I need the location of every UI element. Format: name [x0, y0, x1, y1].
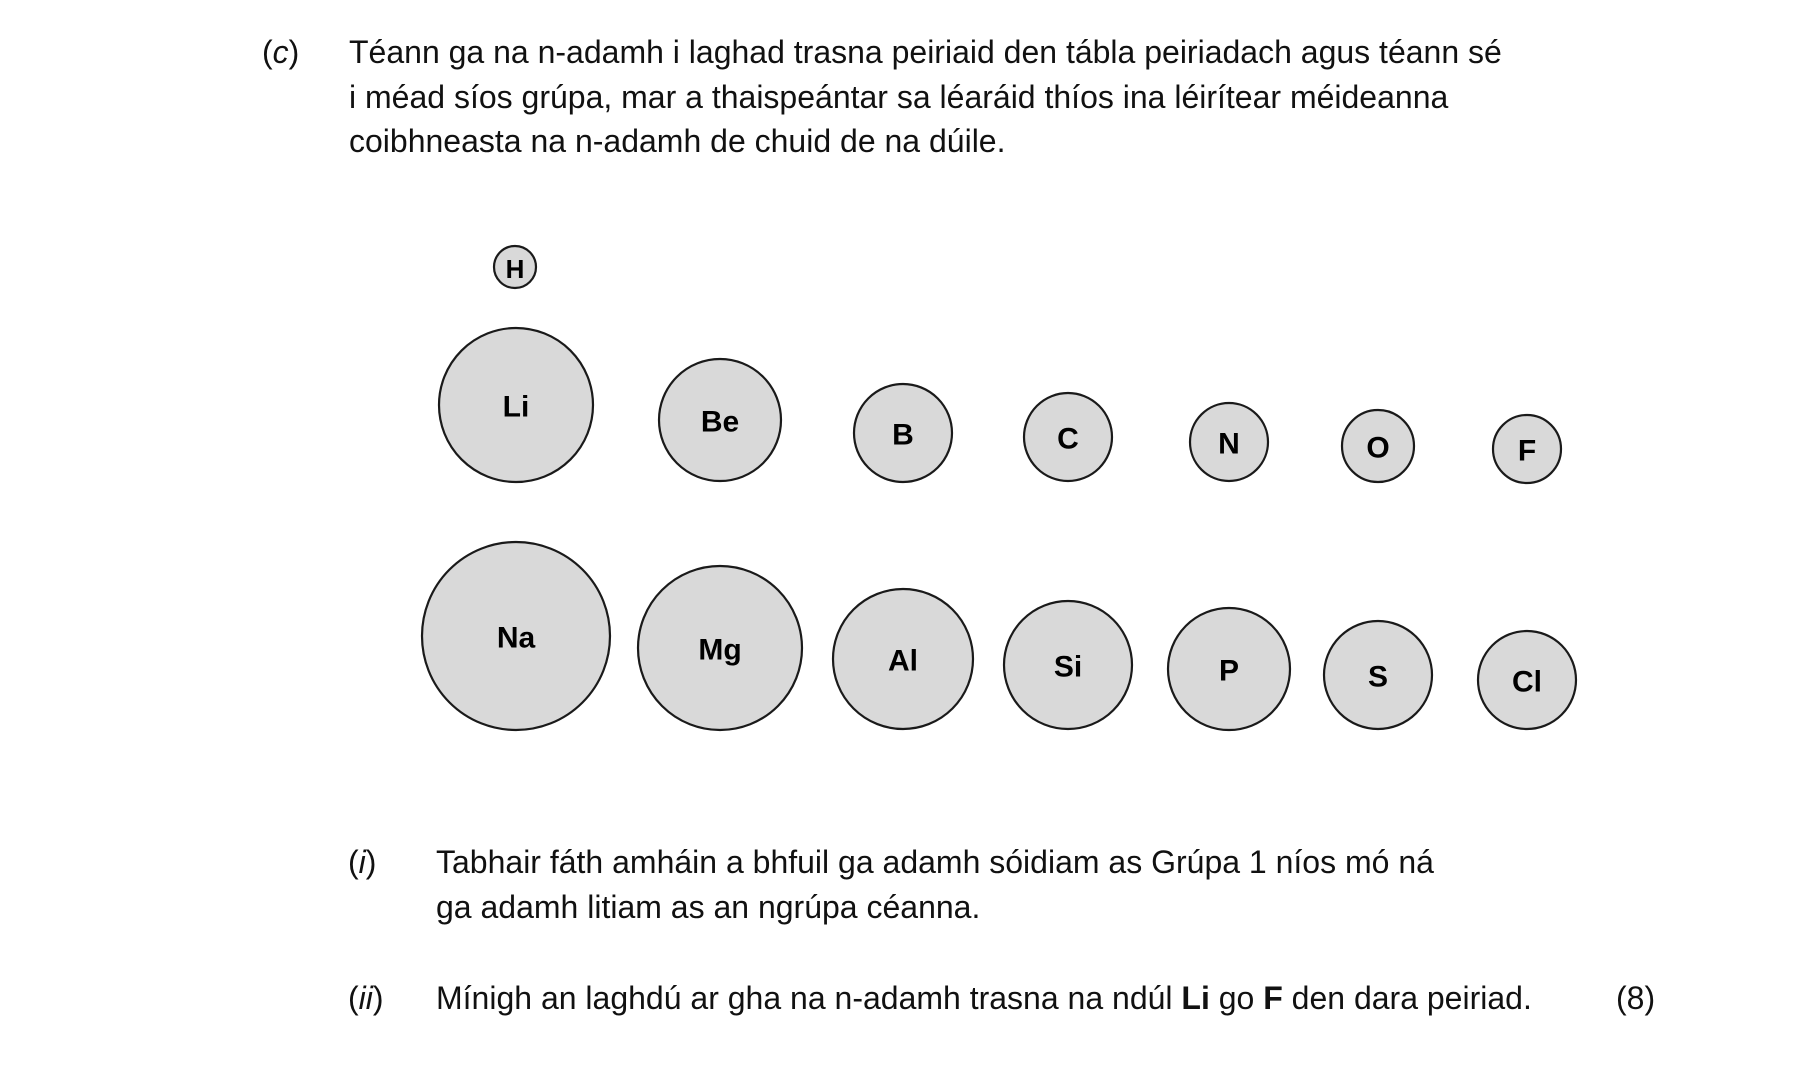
paren-open: ( — [348, 844, 359, 880]
atom-al — [833, 589, 973, 729]
atom-symbol: Be — [700, 405, 740, 439]
atom-symbol: S — [1367, 660, 1389, 694]
paren-close: ) — [288, 34, 300, 70]
atom-symbol: B — [892, 418, 914, 452]
atom-s — [1324, 621, 1432, 729]
atom-li — [439, 328, 593, 482]
atom-symbol: P — [1218, 654, 1240, 688]
sub-question-i-line-1: Tabhair fáth amháin a bhfuil ga adamh sóidiam as Grúpa 1 níos mó ná — [436, 844, 1434, 880]
paren-close: ) — [372, 980, 384, 1016]
atom-symbol: Cl — [1512, 665, 1542, 699]
paren-open: ( — [348, 980, 359, 1016]
atom-symbol: C — [1057, 422, 1079, 456]
part-letter: c — [272, 34, 289, 70]
roman-numeral: ii — [358, 980, 373, 1016]
atom-mg — [638, 566, 802, 730]
atom-symbol: O — [1366, 431, 1390, 465]
atom-p — [1168, 608, 1290, 730]
atom-na — [422, 542, 610, 730]
atom-o — [1342, 410, 1414, 482]
sub-question-i-label — [348, 840, 376, 884]
atom-cl — [1478, 631, 1576, 729]
element-f-bold: F — [1263, 980, 1283, 1016]
atom-symbol: N — [1218, 427, 1240, 461]
atom-symbol: H — [505, 254, 525, 284]
atom-c — [1024, 393, 1112, 481]
sub-question-ii-text-middle: go — [1209, 980, 1264, 1016]
sub-question-ii-text-after: den dara peiriad. — [1282, 980, 1532, 1016]
paren-close: ) — [365, 844, 377, 880]
atom-symbol: Li — [502, 390, 530, 424]
atom-n — [1190, 403, 1268, 481]
atom-symbol: Al — [888, 644, 918, 678]
atom-symbol: Na — [496, 621, 536, 655]
sub-question-ii-text — [436, 976, 1532, 1021]
intro-line-2: i méad síos grúpa, mar a thaispeántar sa léaráid thíos ina léirítear méideanna — [349, 78, 1449, 115]
sub-question-ii-label — [348, 976, 384, 1020]
element-li-bold: Li — [1181, 980, 1210, 1016]
atom-si — [1004, 601, 1132, 729]
atom-h — [494, 246, 536, 288]
intro-line-1: Téann ga na n-adamh i laghad trasna peiriaid den tábla peiriadach agus téann sé — [349, 34, 1502, 70]
marks-allocation: (8) — [1616, 980, 1656, 1016]
atom-symbol: Si — [1053, 650, 1083, 684]
sub-question-i-text — [436, 840, 1434, 929]
sub-question-ii-text-before: Mínigh an laghdú ar gha na n-adamh trasna na ndúl — [436, 980, 1182, 1016]
atom-f — [1493, 415, 1561, 483]
roman-numeral: i — [358, 844, 366, 880]
paren-open: ( — [262, 34, 273, 70]
intro-line-3: coibhneasta na n-adamh de chuid de na dúile. — [349, 123, 1006, 159]
atom-be — [659, 359, 781, 481]
atom-symbol: F — [1517, 434, 1537, 468]
sub-question-i-line-2: ga adamh litiam as an ngrúpa céanna. — [436, 888, 981, 925]
atom-b — [854, 384, 952, 482]
atom-symbol: Mg — [698, 633, 742, 667]
